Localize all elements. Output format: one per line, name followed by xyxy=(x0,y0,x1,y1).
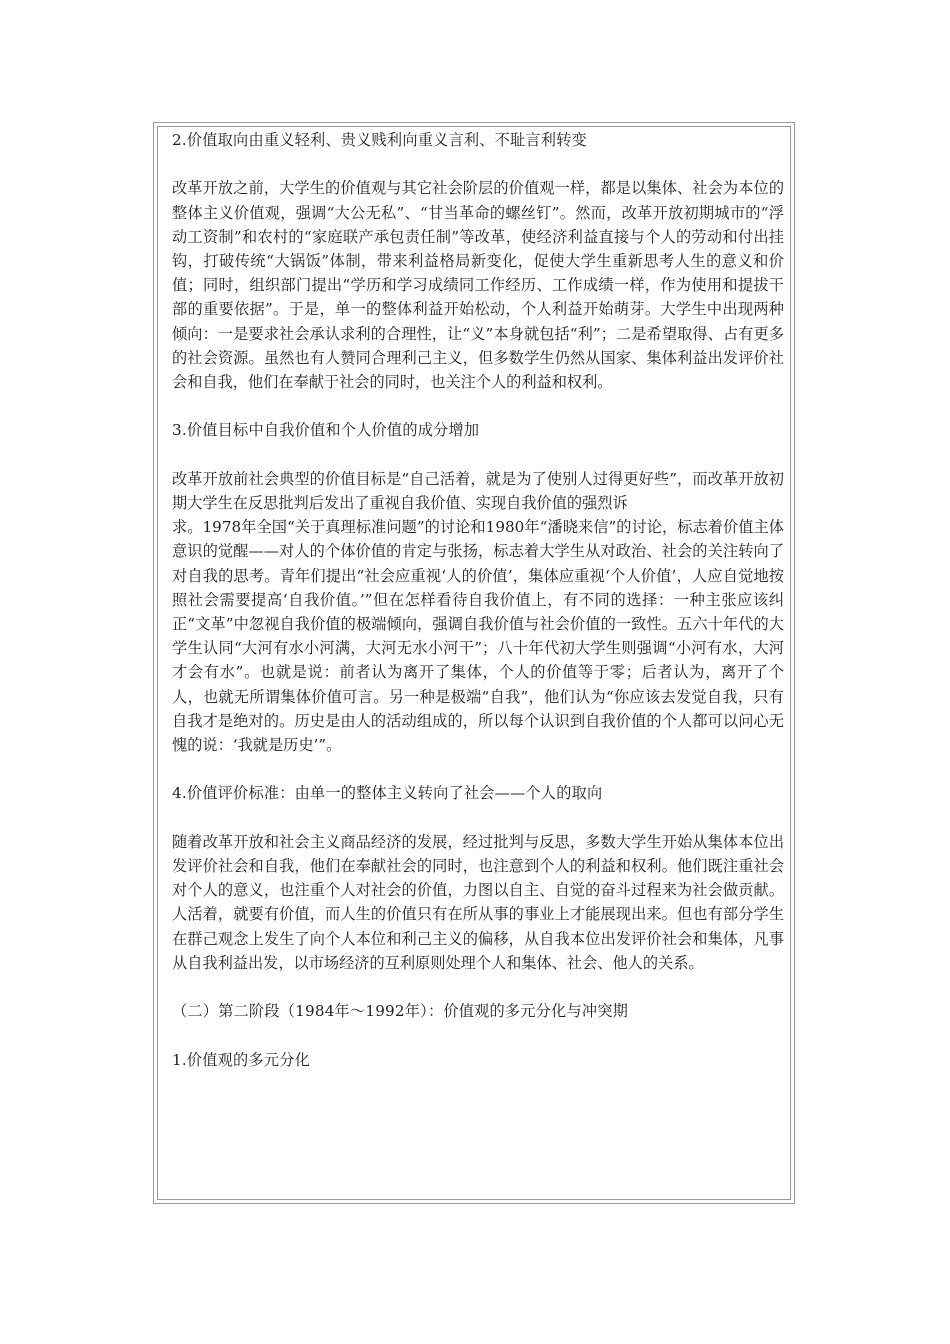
document-body xyxy=(172,128,784,1072)
heading-value-goal: 3.价值目标中自我价值和个人价值的成分增加 xyxy=(172,421,480,440)
paragraph-gap xyxy=(172,975,784,999)
heading-value-diversification: 1.价值观的多元分化 xyxy=(172,1050,310,1069)
paragraph-gap xyxy=(172,1023,784,1047)
paragraph-value-goal-part1: 改革开放前社会典型的价值目标是“自己活着，就是为了使别人过得更好些”，而改革开放初期大学生在反思批判后发出了重视自我价值、实现自我价值的强烈诉 xyxy=(172,469,784,512)
paragraph-gap xyxy=(172,152,784,176)
heading-value-orientation: 2.价值取向由重义轻利、贵义贱利向重义言利、不耻言利转变 xyxy=(172,131,587,149)
paragraph-gap xyxy=(172,757,784,781)
paragraph-gap xyxy=(172,806,784,830)
paragraph-gap xyxy=(172,443,784,467)
heading-value-evaluation: 4.价值评价标准：由单一的整体主义转向了社会——个人的取向 xyxy=(172,784,603,803)
paragraph-value-evaluation: 随着改革开放和社会主义商品经济的发展，经过批判与反思，多数大学生开始从集体本位出发评价社会和自我，他们在奉献社会的同时，也注意到个人的利益和权利。他们既注重社会对个人的意义，也注重个人对社会的价值，力图以自主、自觉的奋斗过程来为社会做贡献。人活着，就要有价值，而人生的价值只有在所从事的事业上才能展现出来。但也有部分学生在群己观念上发生了向个人本位和利己主义的偏移，从自我本位出发评价社会和集体，凡事从自我利益出发，以市场经济的互利原则处理个人和集体、社会、他人的关系。 xyxy=(172,832,784,972)
section-heading-second-stage: （二）第二阶段（1984年～1992年）：价值观的多元分化与冲突期 xyxy=(172,1002,628,1021)
paragraph-value-orientation: 改革开放之前，大学生的价值观与其它社会阶层的价值观一样，都是以集体、社会为本位的整体主义价值观，强调“大公无私”、“甘当革命的螺丝钉”。然而，改革开放初期城市的“浮动工资制”和农村的“家庭联产承包责任制”等改革，使经济利益直接与个人的劳动和付出挂钩，打破传统“大锅饭”体制，带来利益格局新变化，促使大学生重新思考人生的意义和价值；同时，组织部门提出“学历和学习成绩同工作经历、工作成绩一样，作为使用和提拔干部的重要依据”。于是，单一的整体利益开始松动，个人利益开始萌芽。大学生中出现两种倾向：一是要求社会承认求利的合理性，让“义”本身就包括“利”；二是希望取得、占有更多的社会资源。虽然也有人赞同合理利己主义，但多数学生仍然从国家、集体利益出发评价社会和自我，他们在奉献于社会的同时，也关注个人的利益和权利。 xyxy=(172,179,784,392)
paragraph-gap xyxy=(172,394,784,418)
paragraph-value-goal-part2: 求。1978年全国“关于真理标准问题”的讨论和1980年“潘晓来信”的讨论，标志着价值主体意识的觉醒——对人的个体价值的肯定与张扬，标志着大学生从对政治、社会的关注转向了对自我的思考。青年们提出“社会应重视‘人的价值’，集体应重视‘个人价值’，人应自觉地按照社会需要提高‘自我价值。’”但在怎样看待自我价值上，有不同的选择：一种主张应该纠正“文革”中忽视自我价值的极端倾向，强调自我价值与社会价值的一致性。五六十年代的大学生认同“大河有水小河满，大河无水小河干”；八十年代初大学生则强调“小河有水，大河才会有水”。也就是说：前者认为离开了集体，个人的价值等于零；后者认为，离开了个人，也就无所谓集体价值可言。另一种是极端“自我”，他们认为“你应该去发觉自我，只有自我才是绝对的。历史是由人的活动组成的，所以每个认识到自我价值的个人都可以问心无愧的说：‘我就是历史’”。 xyxy=(172,518,784,755)
